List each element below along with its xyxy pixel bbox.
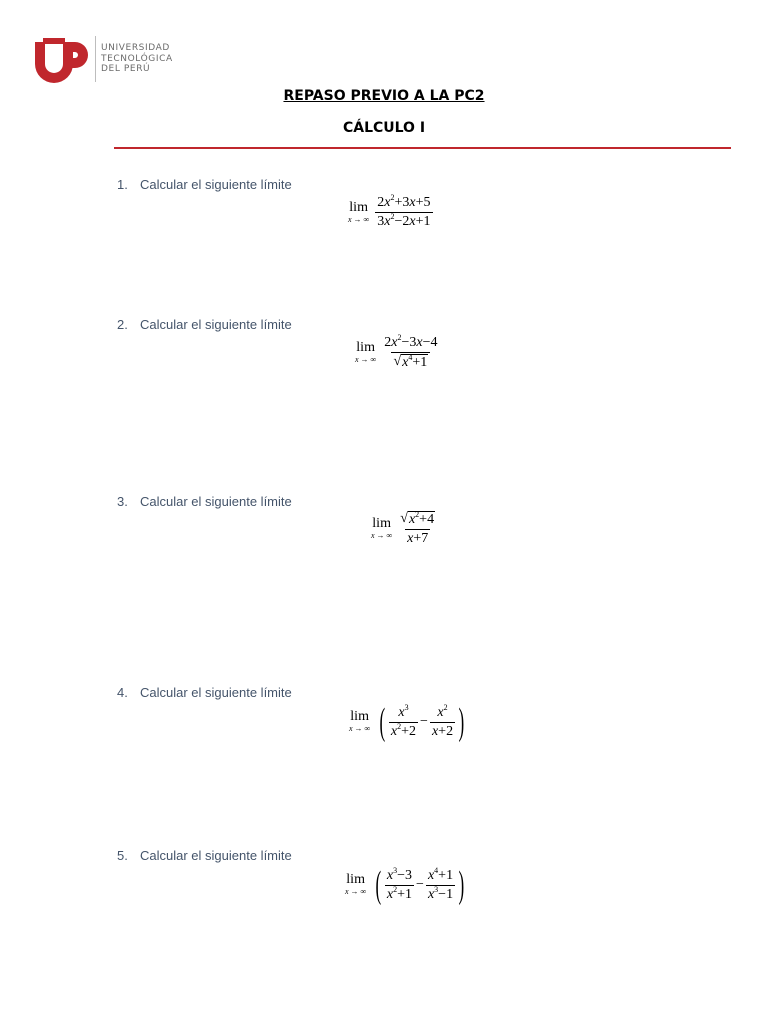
question-1: 1. Calcular el siguiente límite	[117, 177, 292, 192]
equation-3: lim x → ∞ √ $x^2+4$ x+7	[371, 510, 435, 546]
equation-4: lim x → ∞ ( $\frac{x^3}{x^2+2}$ − $\frac{x^2}{x+2}$ )	[349, 701, 465, 743]
university-name: UNIVERSIDAD TECNOLÓGICA DEL PERÚ	[101, 43, 173, 74]
title-rule	[114, 147, 731, 149]
course-subtitle: CÁLCULO I	[342, 120, 426, 136]
equation-1: lim x → ∞ $\frac{2x^2+3x+5}{3x^2-2x+1}$	[348, 193, 431, 229]
logo-divider	[95, 36, 96, 82]
equation-5: lim x → ∞ ( $\frac{x^3-3}{x^2+1}$ − $\frac{x^4+1}{x^3-1}$ )	[345, 864, 465, 906]
question-2: 2. Calcular el siguiente límite	[117, 317, 292, 332]
question-5: 5. Calcular el siguiente límite	[117, 848, 292, 863]
question-3: 3. Calcular el siguiente límite	[117, 494, 292, 509]
question-4: 4. Calcular el siguiente límite	[117, 685, 292, 700]
equation-2: lim x → ∞ $2x^2-3x-4$ √ $x^4+1$	[355, 333, 438, 370]
page-title: REPASO PREVIO A LA PC2	[283, 88, 485, 104]
